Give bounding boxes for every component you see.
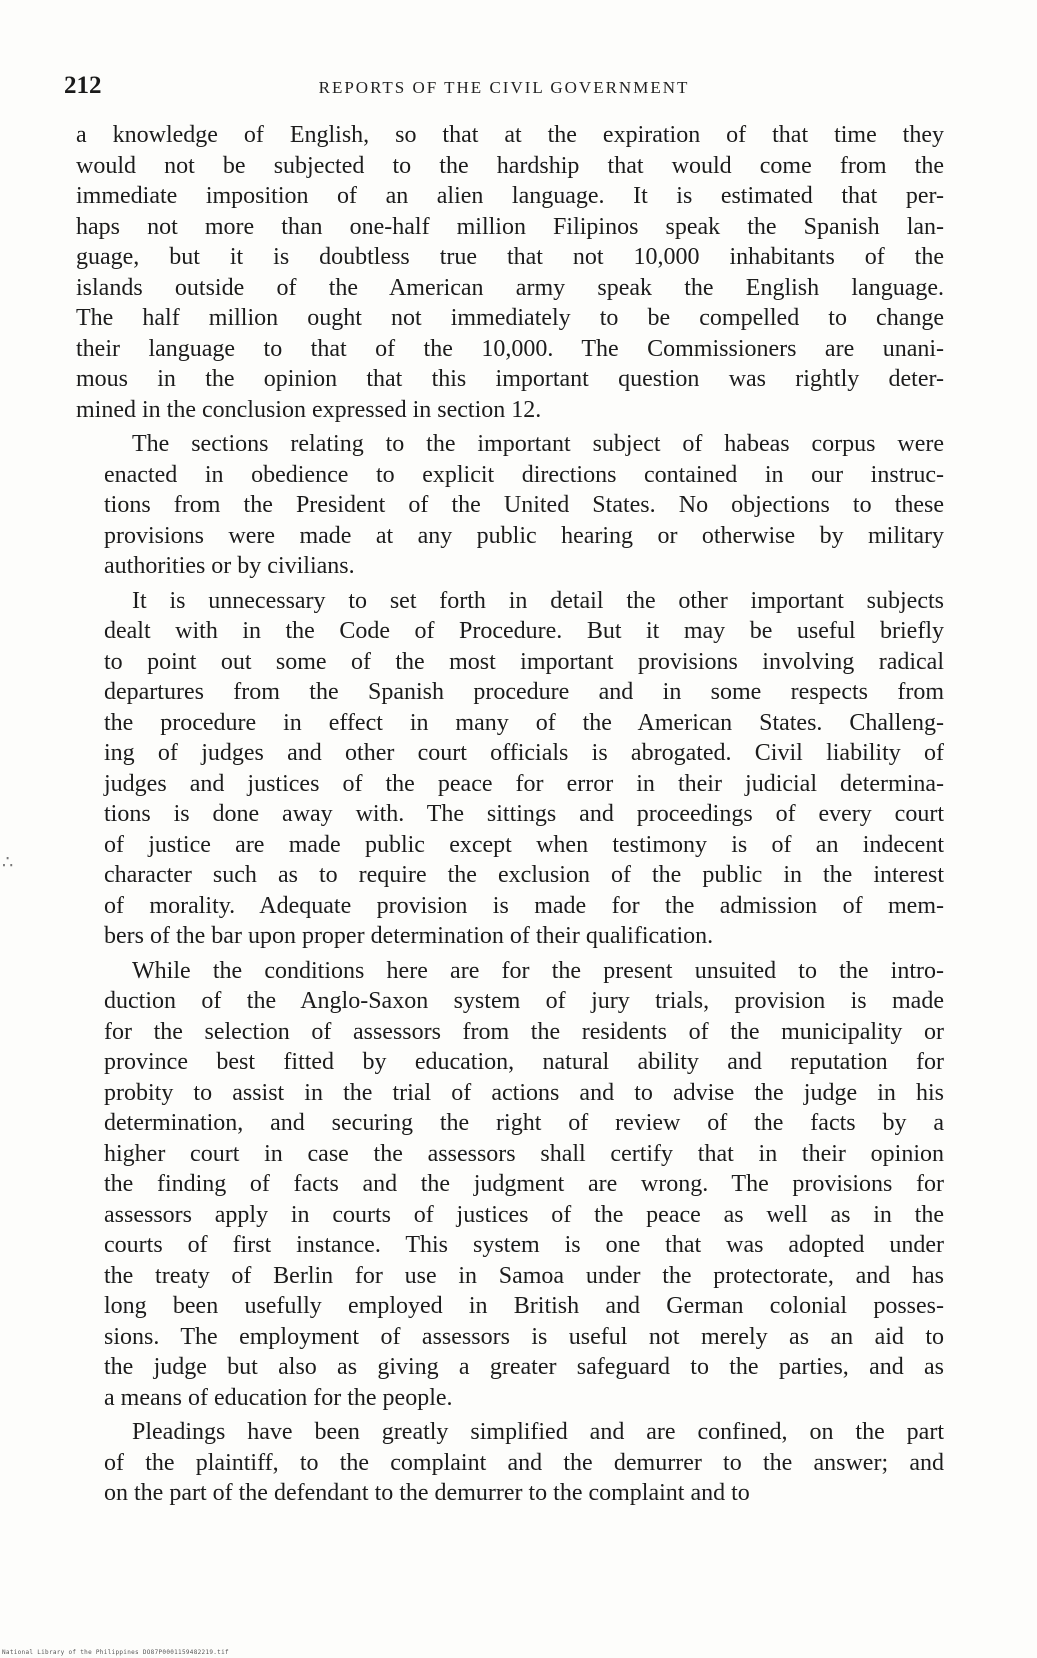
text-line: islands outside of the American army speak the English language. — [76, 274, 944, 301]
text-line: determination, and securing the right of review of the facts by a — [104, 1110, 944, 1136]
text-line: their language to that of the 10,000. The Commissioners are unani- — [76, 335, 944, 362]
text-line: on the part of the defendant to the demurrer to the complaint and to — [104, 1480, 750, 1506]
text-line: sions. The employment of assessors is useful not merely as an aid to — [104, 1323, 944, 1350]
text-line: While the conditions here are for the present unsuited to the intro- — [132, 957, 944, 984]
paragraph — [76, 429, 944, 582]
text-line: immediate imposition of an alien language. It is estimated that per- — [76, 183, 944, 209]
text-line: probity to assist in the trial of actions and to advise the judge in his — [104, 1079, 944, 1106]
text-line: judges and justices of the peace for error in their judicial determina- — [104, 770, 944, 797]
text-line: tions from the President of the United States. No objections to these — [104, 492, 944, 518]
text-line: enacted in obedience to explicit directions contained in our instruc- — [104, 461, 944, 488]
text-line: long been usefully employed in British and German colonial posses- — [104, 1293, 944, 1319]
text-line: It is unnecessary to set forth in detail the other important subjects — [132, 587, 944, 614]
paragraph — [76, 1417, 944, 1509]
text-line: a knowledge of English, so that at the expiration of that time they — [76, 122, 944, 148]
text-line: the procedure in effect in many of the American States. Challeng- — [104, 709, 944, 736]
body-text — [76, 120, 944, 1513]
text-line: tions is done away with. The sittings and proceedings of every court — [104, 801, 944, 827]
page-header — [64, 72, 944, 112]
text-line: for the selection of assessors from the residents of the municipality or — [104, 1018, 944, 1045]
text-line: authorities or by civilians. — [104, 553, 355, 579]
text-line: mined in the conclusion expressed in section 12. — [76, 396, 542, 423]
text-line: mous in the opinion that this important question was rightly deter- — [76, 366, 944, 392]
text-line: dealt with in the Code of Procedure. But it may be useful briefly — [104, 618, 944, 644]
text-line: Pleadings have been greatly simplified and are confined, on the part — [132, 1419, 944, 1445]
text-line: a means of education for the people. — [104, 1384, 453, 1411]
text-line: the finding of facts and the judgment are wrong. The provisions for — [104, 1171, 944, 1197]
text-line: to point out some of the most important provisions involving radical — [104, 648, 944, 675]
text-line: higher court in case the assessors shall certify that in their opinion — [104, 1140, 944, 1167]
text-line: character such as to require the exclusion of the public in the interest — [104, 862, 944, 888]
text-line: duction of the Anglo-Saxon system of jury trials, provision is made — [104, 988, 944, 1014]
scan-source-stamp: National Library of the Philippines DO87P0001159482219.tif — [2, 1649, 229, 1656]
text-line: of justice are made public except when testimony is of an indecent — [104, 831, 944, 858]
text-line: The sections relating to the important subject of habeas corpus were — [132, 431, 944, 457]
text-line: ing of judges and other court officials is abrogated. Civil liability of — [104, 740, 944, 766]
paragraph — [76, 120, 944, 425]
margin-speck-mark: ∴ — [2, 852, 14, 873]
text-line: would not be subjected to the hardship that would come from the — [76, 152, 944, 179]
paragraph — [76, 956, 944, 1414]
text-line: of the plaintiff, to the complaint and the demurrer to the answer; and — [104, 1449, 944, 1476]
text-line: province best fitted by education, natural ability and reputation for — [104, 1049, 944, 1075]
text-line: assessors apply in courts of justices of the peace as well as in the — [104, 1201, 944, 1228]
text-line: of morality. Adequate provision is made for the admission of mem- — [104, 892, 944, 919]
paragraph — [76, 586, 944, 952]
text-line: departures from the Spanish procedure and in some respects from — [104, 679, 944, 705]
text-line: courts of first instance. This system is one that was adopted under — [104, 1232, 944, 1258]
text-line: bers of the bar upon proper determination of their qualification. — [104, 923, 714, 949]
text-line: the judge but also as giving a greater safeguard to the parties, and as — [104, 1354, 944, 1380]
text-line: the treaty of Berlin for use in Samoa under the protectorate, and has — [104, 1262, 944, 1289]
text-line: provisions were made at any public hearing or otherwise by military — [104, 522, 944, 549]
text-line: The half million ought not immediately to be compelled to change — [76, 305, 944, 331]
page-number: 212 — [64, 72, 102, 99]
text-line: guage, but it is doubtless true that not 10,000 inhabitants of the — [76, 244, 944, 270]
text-line: haps not more than one-half million Filipinos speak the Spanish lan- — [76, 213, 944, 240]
running-head: REPORTS OF THE CIVIL GOVERNMENT — [318, 78, 690, 97]
